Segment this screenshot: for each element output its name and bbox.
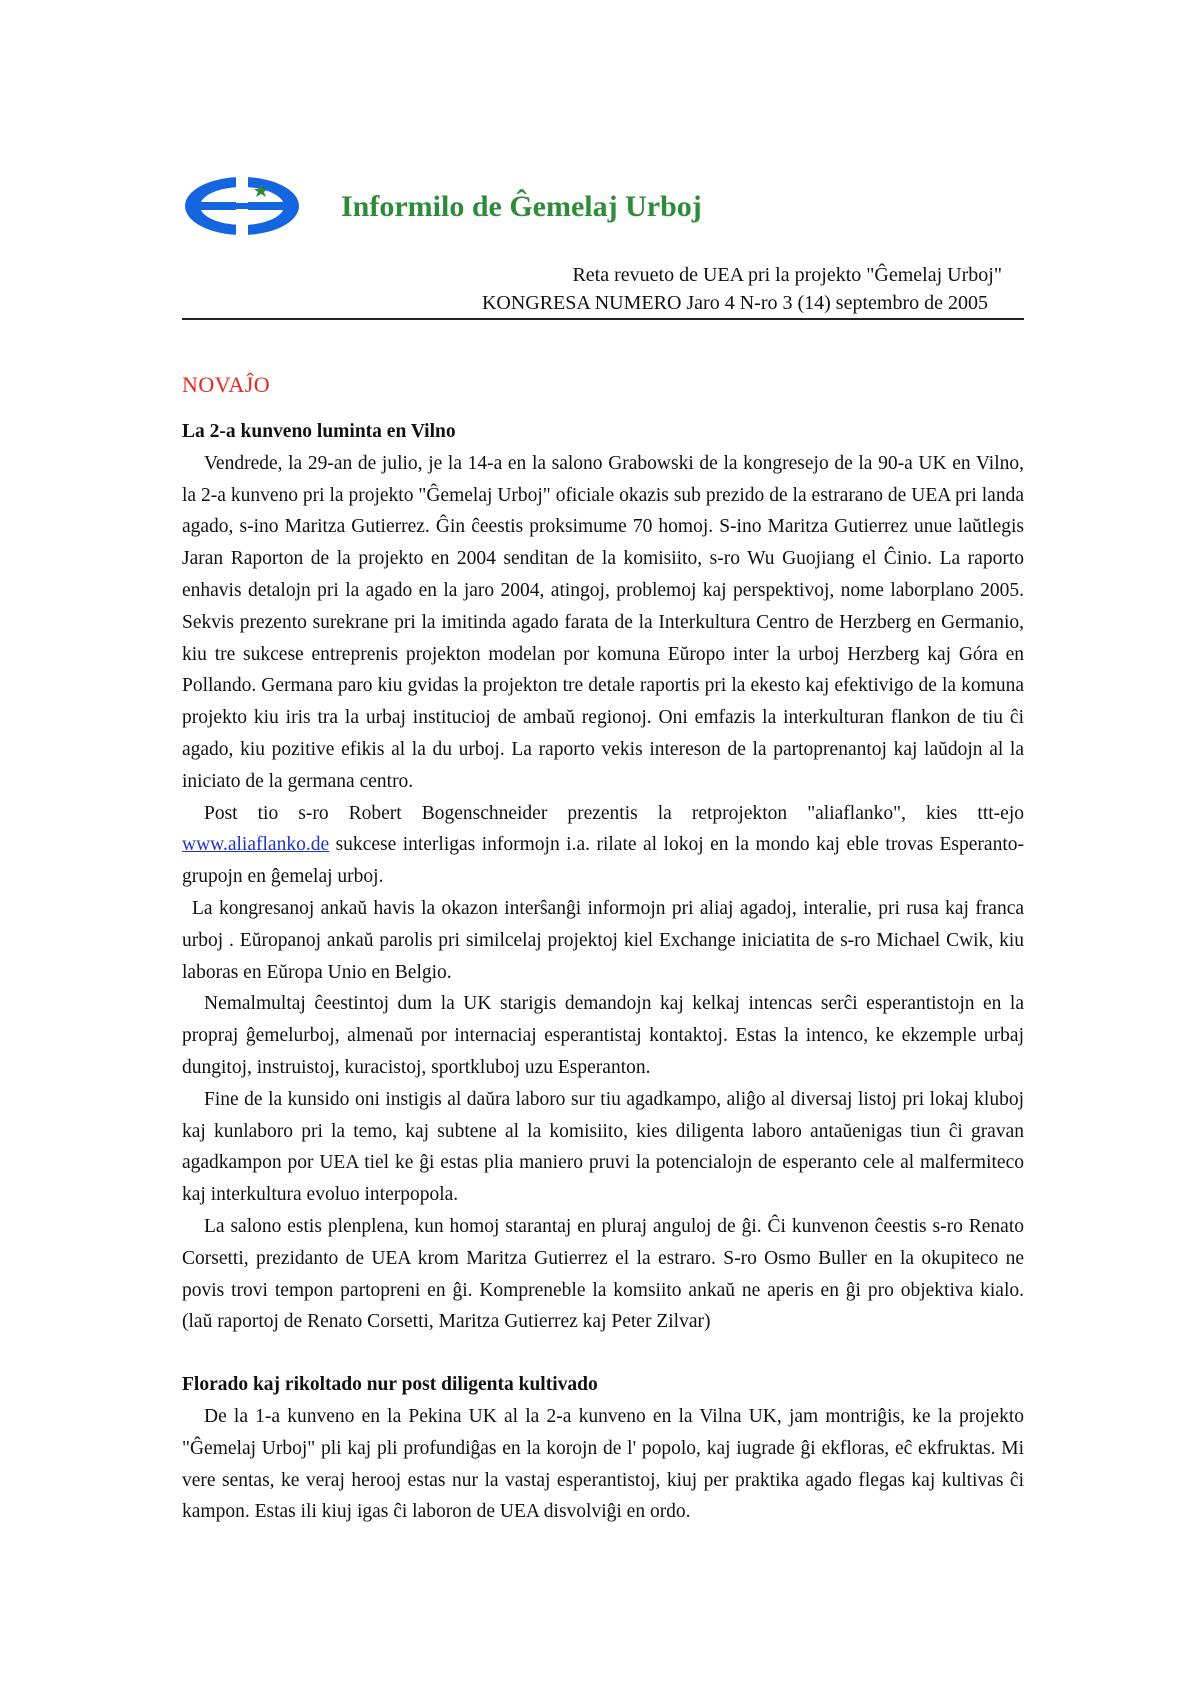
issue-line: KONGRESA NUMERO Jaro 4 N-ro 3 (14) septembro de 2005 [481, 292, 988, 314]
document-page [182, 168, 1024, 1523]
masthead [182, 168, 1024, 248]
esperanto-globe-logo-icon [182, 174, 302, 238]
article-spacer [182, 1338, 1024, 1369]
paragraph-text: Post tio s-ro Robert Bogenschneider prezentis la retprojekton "aliaflanko", kies ttt-ejo [204, 802, 1024, 824]
article-paragraph: La salono estis plenplena, kun homoj starantaj en pluraj anguloj de ĝi. Ĉi kunvenon ĉeestis s-ro Renato Corsetti, prezidanto de UEA krom Maritza Gutierrez el la estraro. S-ro Osmo Buller en la okupiteco ne povis trovi tempon partopreni en ĝi. Kompreneble la komsiito ankaŭ ne aperis en ĝi pro objektiva kialo. (laŭ raportoj de Renato Corsetti, Maritza Gutierrez kaj Peter Zilvar) [182, 1215, 1024, 1333]
paragraph-text: sukcese interligas informojn i.a. rilate al lokoj en la mondo kaj eble trovas Esperanto-grupojn en ĝemelaj urboj. [182, 834, 1024, 888]
article-paragraph [182, 798, 1024, 893]
article-paragraph: Fine de la kunsido oni instigis al daŭra laboro sur tiu agadkampo, aliĝo al diversaj listoj pri lokaj kluboj kaj kunlaboro pri la temo, kaj subtene al la komisiito, kies diligenta laboro antaŭenigas tiun ĉi gravan agadkampon por UEA tiel ke ĝi estas plia maniero pruvi la potencialojn de esperanto cele al malfermiteco kaj interkultura evoluo interpopola. [182, 1088, 1024, 1206]
article-title: La 2-a kunveno luminta en Vilno [182, 421, 456, 442]
aliaflanko-link[interactable]: www.aliaflanko.de [182, 834, 330, 856]
newsletter-title: Informilo de Ĝemelaj Urboj [341, 190, 702, 223]
header-divider [182, 318, 1024, 320]
article-body [182, 416, 1024, 1528]
newsletter-subtitle: Reta revueto de UEA pri la projekto "Ĝemelaj Urboj" [572, 264, 1002, 286]
article-paragraph: Vendrede, la 29-an de julio, je la 14-a en la salono Grabowski de la kongresejo de la 90-a UK en Vilno, la 2-a kunveno pri la projekto "Ĝemelaj Urboj" oficiale okazis sub prezido de la estrarano de UEA pri landa agado, s-ino Maritza Gutierrez. Ĝin ĉeestis proksimume 70 homoj. S-ino Maritza Gutierrez unue laŭtlegis Jaran Raporton de la projekto en 2004 senditan de la komisiito, s-ro Wu Guojiang el Ĉinio. La raporto enhavis detalojn pri la agado en la jaro 2004, atingoj, problemoj kaj perspektivoj, nome laborplano 2005. Sekvis prezento surekrane pri la imitinda agado farata de la Interkultura Centro de Herzberg en Germanio, kiu tre sukcese entreprenis projekton modelan por komuna Eŭropo inter la urboj Herzberg kaj Góra en Pollando. Germana paro kiu gvidas la projekton tre detale raportis pri la ekesto kaj efektivigo de la komuna projekto kiu iris tra la urbaj institucioj de ambaŭ regionoj. Oni emfazis la interkulturan flankon de tiu ĉi agado, kiu pozitive efikis al la du urboj. La raporto vekis intereson de la partoprenantoj kaj laŭdojn al la iniciato de la germana centro. [182, 452, 1024, 792]
section-heading: NOVAĴO [182, 372, 271, 397]
article-paragraph: De la 1-a kunveno en la Pekina UK al la 2-a kunveno en la Vilna UK, jam montriĝis, ke la projekto "Ĝemelaj Urboj" pli kaj pli profundiĝas en la korojn de l' popolo, kaj iugrade ĝi ekfloras, eĉ ekfruktas. Mi vere sentas, ke veraj herooj estas nur la vastaj esperantistoj, kiuj per praktika agado flegas kaj kultivas ĉi kampon. Estas ili kiuj igas ĉi laboron de UEA disvolviĝi en ordo. [182, 1405, 1024, 1523]
article-title: Florado kaj rikoltado nur post diligenta kultivado [182, 1374, 598, 1396]
article-paragraph: La kongresanoj ankaŭ havis la okazon interŝanĝi informojn pri aliaj agadoj, interalie, pri rusa kaj franca urboj . Eŭropanoj ankaŭ parolis pri similcelaj projektoj kiel Exchange iniciatita de s-ro Michael Cwik, kiu laboras en Eŭropa Unio en Belgio. [182, 897, 1024, 983]
article-paragraph: Nemalmultaj ĉeestintoj dum la UK starigis demandojn kaj kelkaj intencas serĉi esperantistojn en la propraj ĝemelurboj, almenaŭ por internaciaj esperantistaj kontaktoj. Estas la intenco, ke ekzemple urbaj dungitoj, instruistoj, kuracistoj, sportkluboj uzu Esperanton. [182, 993, 1024, 1078]
